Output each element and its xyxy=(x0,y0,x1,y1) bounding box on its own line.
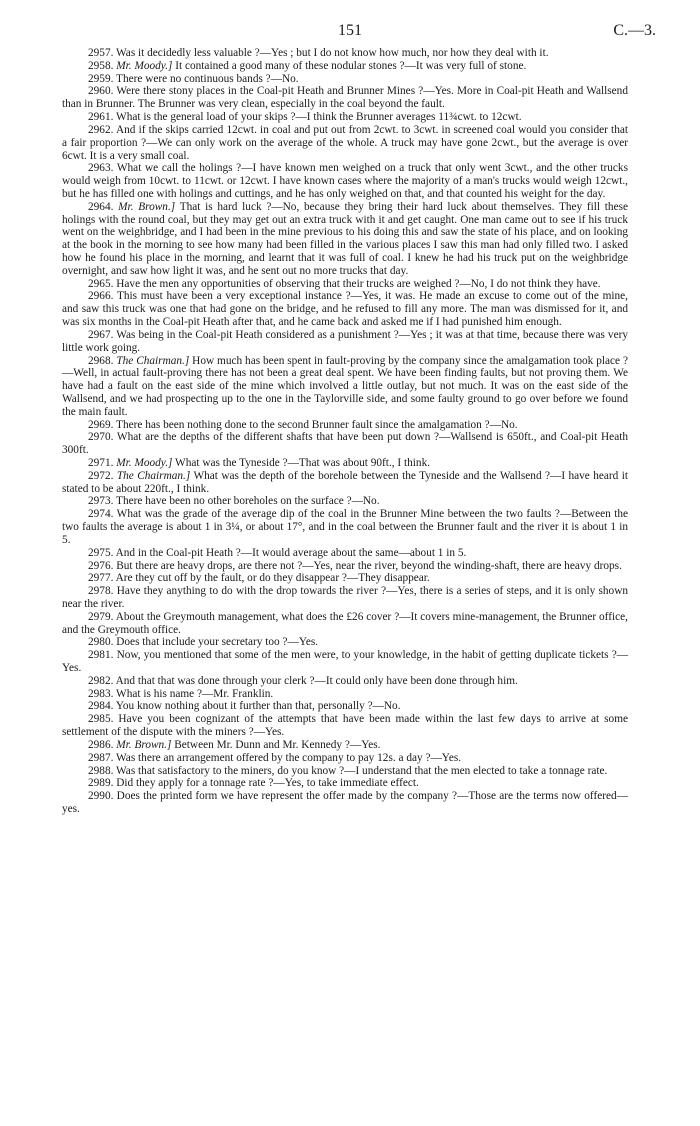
question-paragraph: 2959. There were no continuous bands ?—No. xyxy=(88,72,299,85)
question-paragraph: 2990. Does the printed form we have represent the offer made by the company ?—Those are the terms now offered—yes. xyxy=(62,790,628,815)
question-paragraph: 2962. And if the skips carried 12cwt. in coal and put out from 2cwt. to 3cwt. in screened coal would you consider that a fair proportion ?—We can only work on the average of the whole. A truck may have gone 2cwt., but the average is over 6cwt. It is a very small coal. xyxy=(62,123,628,162)
question-paragraph: 2983. What is his name ?—Mr. Franklin. xyxy=(88,687,274,700)
question-paragraph: 2965. Have the men any opportunities of observing that their trucks are weighed ?—No, I do not think they have. xyxy=(88,277,601,290)
question-paragraph: 2976. But there are heavy drops, are there not ?—Yes, near the river, beyond the winding-shaft, there are heavy drops. xyxy=(88,559,622,572)
question-paragraph: 2969. There has been nothing done to the second Brunner fault since the amalgamation ?—No. xyxy=(88,418,518,431)
question-paragraph: 2980. Does that include your secretary too ?—Yes. xyxy=(88,636,319,649)
question-paragraph: 2970. What are the depths of the different shafts that have been put down ?—Wallsend is 650ft., and Coal-pit Heath 300ft. xyxy=(62,431,628,457)
question-paragraph: 2966. This must have been a very exceptional instance ?—Yes, it was. He made an excuse to come out of the mine, and saw this truck was one that had gone on the bridge, and he refused to fill any more. The man was dismissed for it, and was six months in the Coal-pit Heath after that, and he came back and asked me if I had punished him enough. xyxy=(62,290,628,329)
question-paragraph: 2964. Mr. Brown.] That is hard luck ?—No, because they bring their hard luck about themselves. They fill these holings with the round coal, but they may get out an extra truck with it and get caught. One man came out to see if his truck went on the weighbridge, and I had been in the mine previous to his doing this and saw the state of his place, and on looking at the book in the morning to see how many had been filled in the various places I saw this man had only filled two. I asked how he found his place in the morning, and learnt that it was full of coal. I knew he had his truck put on the weighbridge overnight, and saw how light it was, and he sent out no more trucks that day. xyxy=(62,200,628,277)
question-paragraph: 2968. The Chairman.] How much has been spent in fault-proving by the company since the amalgamation took place ?—Well, in actual fault-proving there has not been a great deal spent. We have been finding faults, but not proving them. We have had a fault on the east side of the mine which involved a little outlay, but not much. It was on the east side of the Wallsend, and we had prospecting up to the one in the Taylorville side, and some faulty ground to go over before we found the main fault. xyxy=(62,354,629,418)
speaker-label: The Chairman.] xyxy=(116,469,191,482)
question-paragraph: 2986. Mr. Brown.] Between Mr. Dunn and Mr. Kennedy ?—Yes. xyxy=(88,738,381,751)
question-paragraph: 2972. The Chairman.] What was the depth of the borehole between the Tyneside and the Wallsend ?—I have heard it stated to be about 220ft., I think. xyxy=(62,469,629,495)
question-paragraph: 2958. Mr. Moody.] It contained a good many of these nodular stones ?—It was very full of stone. xyxy=(88,59,527,72)
question-paragraph: 2971. Mr. Moody.] What was the Tyneside ?—That was about 90ft., I think. xyxy=(88,457,431,469)
question-paragraph: 2984. You know nothing about it further than that, personally ?—No. xyxy=(88,700,401,713)
question-paragraph: 2979. About the Greymouth management, what does the £26 cover ?—It covers mine-management, the Brunner office, and the Greymouth office. xyxy=(62,610,628,636)
question-paragraph: 2989. Did they apply for a tonnage rate ?—Yes, to take immediate effect. xyxy=(88,777,419,790)
question-paragraph: 2975. And in the Coal-pit Heath ?—It would average about the same—about 1 in 5. xyxy=(88,546,467,559)
page-header xyxy=(0,22,700,46)
question-paragraph: 2974. What was the grade of the average dip of the coal in the Brunner Mine between the two faults ?—Between the two faults the average is about 1 in 3¼, or about 17°, and in the coal between the Brunner fault and the river it is about 1 in 5. xyxy=(62,508,628,546)
question-paragraph: 2987. Was there an arrangement offered by the company to pay 12s. a day ?—Yes. xyxy=(88,751,462,764)
page-number: 151 xyxy=(338,22,362,39)
question-paragraph: 2967. Was being in the Coal-pit Heath considered as a punishment ?—Yes ; it was at that time, because there was very little work going. xyxy=(62,328,629,354)
question-paragraph: 2985. Have you been cognizant of the attempts that have been made within the last few days to arrive at some settlement of the dispute with the miners ?—Yes. xyxy=(62,713,628,739)
question-paragraph: 2981. Now, you mentioned that some of the men were, to your knowledge, in the habit of getting duplicate tickets ?—Yes. xyxy=(62,649,628,674)
evidence-text xyxy=(62,47,628,816)
question-paragraph: 2988. Was that satisfactory to the miners, do you know ?—I understand that the men elected to take a tonnage rate. xyxy=(88,764,608,777)
question-paragraph: 2973. There have been no other boreholes on the surface ?—No. xyxy=(88,495,380,508)
speaker-label: Mr. Moody.] xyxy=(116,59,173,72)
document-code: C.—3. xyxy=(613,22,656,39)
question-paragraph: 2960. Were there stony places in the Coal-pit Heath and Brunner Mines ?—Yes. More in Coal-pit Heath and Wallsend than in Brunner. The Brunner was very clean, especially in the coal beyond the fault. xyxy=(62,85,628,111)
speaker-label: The Chairman.] xyxy=(116,354,190,367)
question-paragraph: 2961. What is the general load of your skips ?—I think the Brunner averages 11¾cwt. to 12cwt. xyxy=(88,111,522,124)
question-paragraph: 2957. Was it decidedly less valuable ?—Yes ; but I do not know how much, nor how they deal with it. xyxy=(88,47,549,59)
question-paragraph: 2963. What we call the holings ?—I have known men weighed on a truck that only went 3cwt., and the other trucks would weigh from 10cwt. to 11cwt. or 12cwt. I have known cases where the majority of a man's trucks would weigh 12cwt., but he has filled one with holings and cuttings, and he has only weighed on that, and that counted his weight for the day. xyxy=(62,162,628,200)
question-paragraph: 2978. Have they anything to do with the drop towards the river ?—Yes, there is a series of steps, and it is only shown near the river. xyxy=(62,585,628,610)
question-paragraph: 2982. And that that was done through your clerk ?—It could only have been done through him. xyxy=(88,674,518,687)
speaker-label: Mr. Moody.] xyxy=(116,457,173,469)
question-paragraph: 2977. Are they cut off by the fault, or do they disappear ?—They disappear. xyxy=(88,572,430,585)
speaker-label: Mr. Brown.] xyxy=(118,200,176,213)
speaker-label: Mr. Brown.] xyxy=(116,738,172,751)
